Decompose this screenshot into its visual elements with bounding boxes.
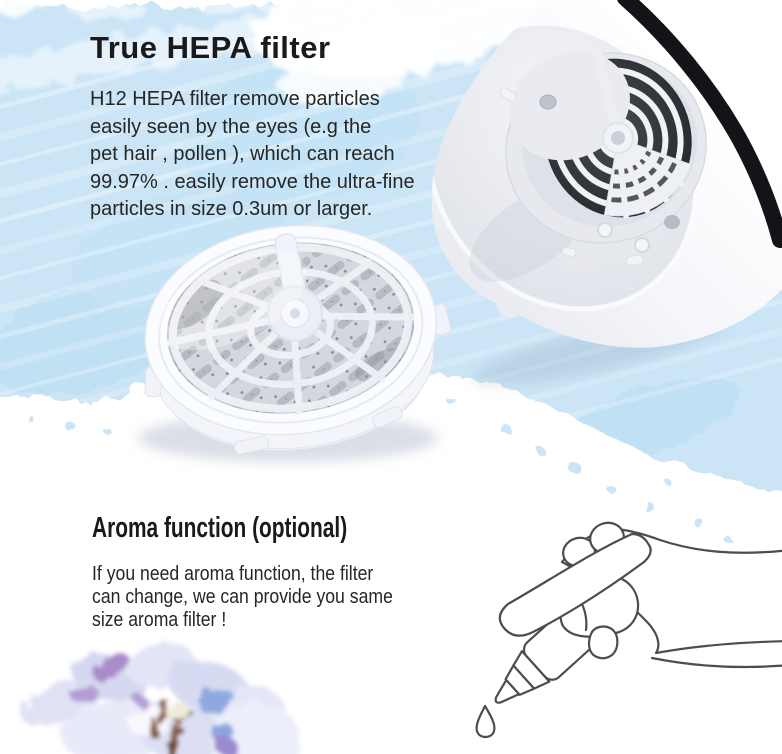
hepa-section-title: True HEPA filter <box>90 30 331 65</box>
hepa-section-description <box>90 86 415 224</box>
flower-illustration <box>15 637 301 754</box>
liquid-drop-icon <box>477 706 495 737</box>
hepa-description-line: H12 HEPA filter remove particles <box>90 88 380 110</box>
hepa-description-line: particles in size 0.3um or larger. <box>90 198 373 220</box>
air-purifier-photo <box>410 0 782 352</box>
hepa-filter-disc-photo <box>128 224 464 460</box>
hand-dropper-illustration <box>452 500 782 754</box>
aroma-section-title: Aroma function (optional) <box>92 512 348 544</box>
aroma-description-line: If you need aroma function, the filter <box>92 562 374 585</box>
hepa-description-line: pet hair , pollen ), which can reach <box>90 143 395 165</box>
aroma-section-description <box>92 562 393 631</box>
aroma-description-line: can change, we can provide you same <box>92 585 393 608</box>
thumb <box>589 627 617 659</box>
hepa-description-line: easily seen by the eyes (e.g the <box>90 115 372 138</box>
aroma-description-line: size aroma filter ! <box>92 608 227 631</box>
hepa-description-line: 99.97% . easily remove the ultra-fine <box>90 170 415 193</box>
